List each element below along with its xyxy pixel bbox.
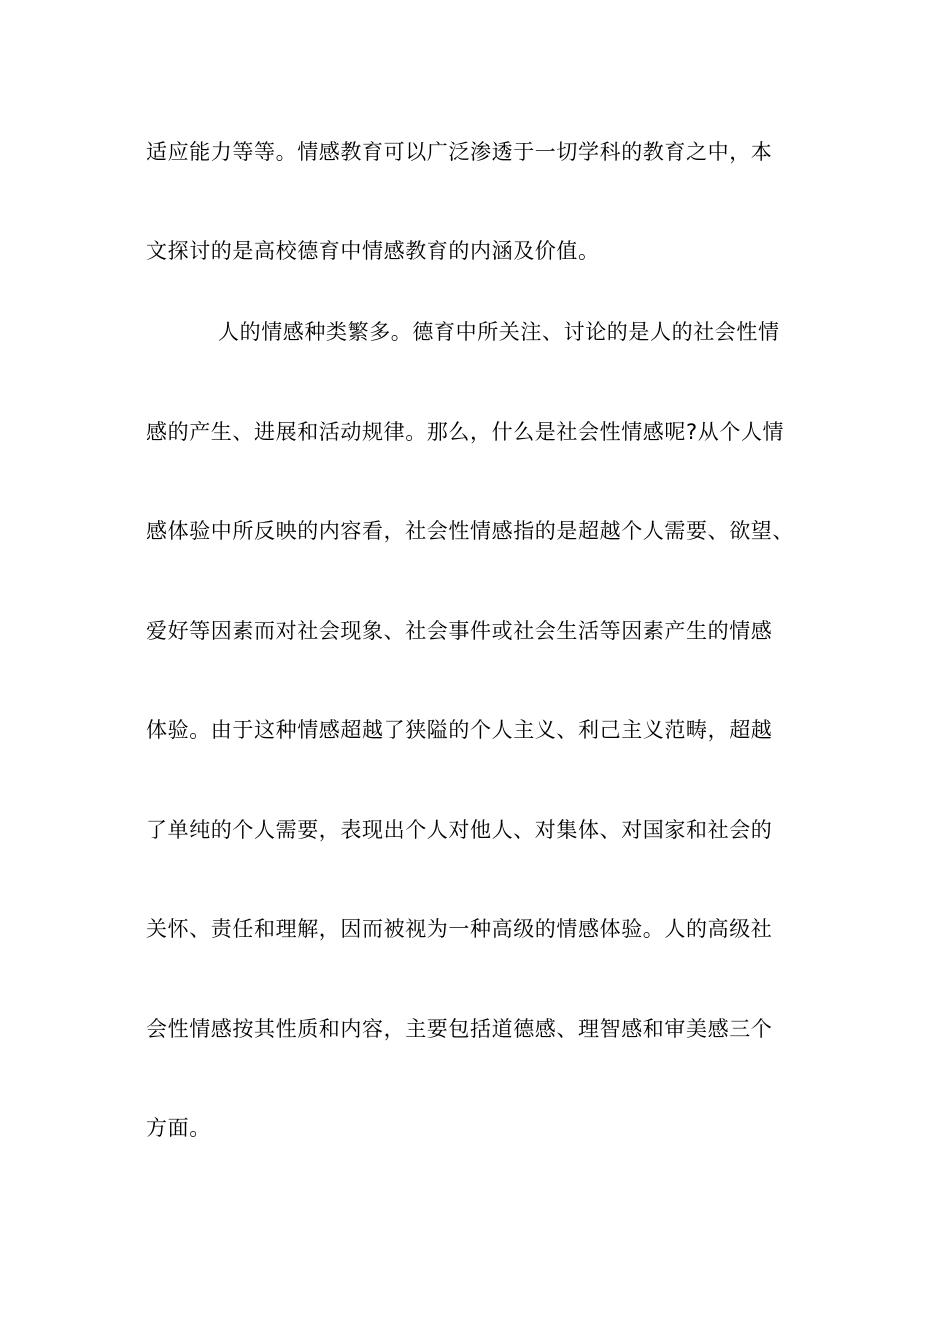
paragraph-line: 适应能力等等。情感教育可以广泛渗透于一切学科的教育之中，本 <box>146 140 773 164</box>
paragraph-line: 方面。 <box>146 1116 211 1140</box>
paragraph-line: 爱好等因素而对社会现象、社会事件或社会生活等因素产生的情感 <box>146 619 773 643</box>
paragraph-line: 感的产生、进展和活动规律。那么，什么是社会性情感呢?从个人情 <box>146 420 785 444</box>
paragraph-line: 会性情感按其性质和内容，主要包括道德感、理智感和审美感三个 <box>146 1017 773 1041</box>
paragraph-line: 体验。由于这种情感超越了狭隘的个人主义、利己主义范畴，超越 <box>146 718 773 742</box>
paragraph-line: 关怀、责任和理解，因而被视为一种高级的情感体验。人的高级社 <box>146 917 773 941</box>
paragraph-line: 了单纯的个人需要，表现出个人对他人、对集体、对国家和社会的 <box>146 818 773 842</box>
paragraph-line-indented: 人的情感种类繁多。德育中所关注、讨论的是人的社会性情 <box>218 320 780 344</box>
paragraph-line: 感体验中所反映的内容看，社会性情感指的是超越个人需要、欲望、 <box>146 519 794 543</box>
paragraph-line: 文探讨的是高校德育中情感教育的内涵及价值。 <box>146 239 600 263</box>
